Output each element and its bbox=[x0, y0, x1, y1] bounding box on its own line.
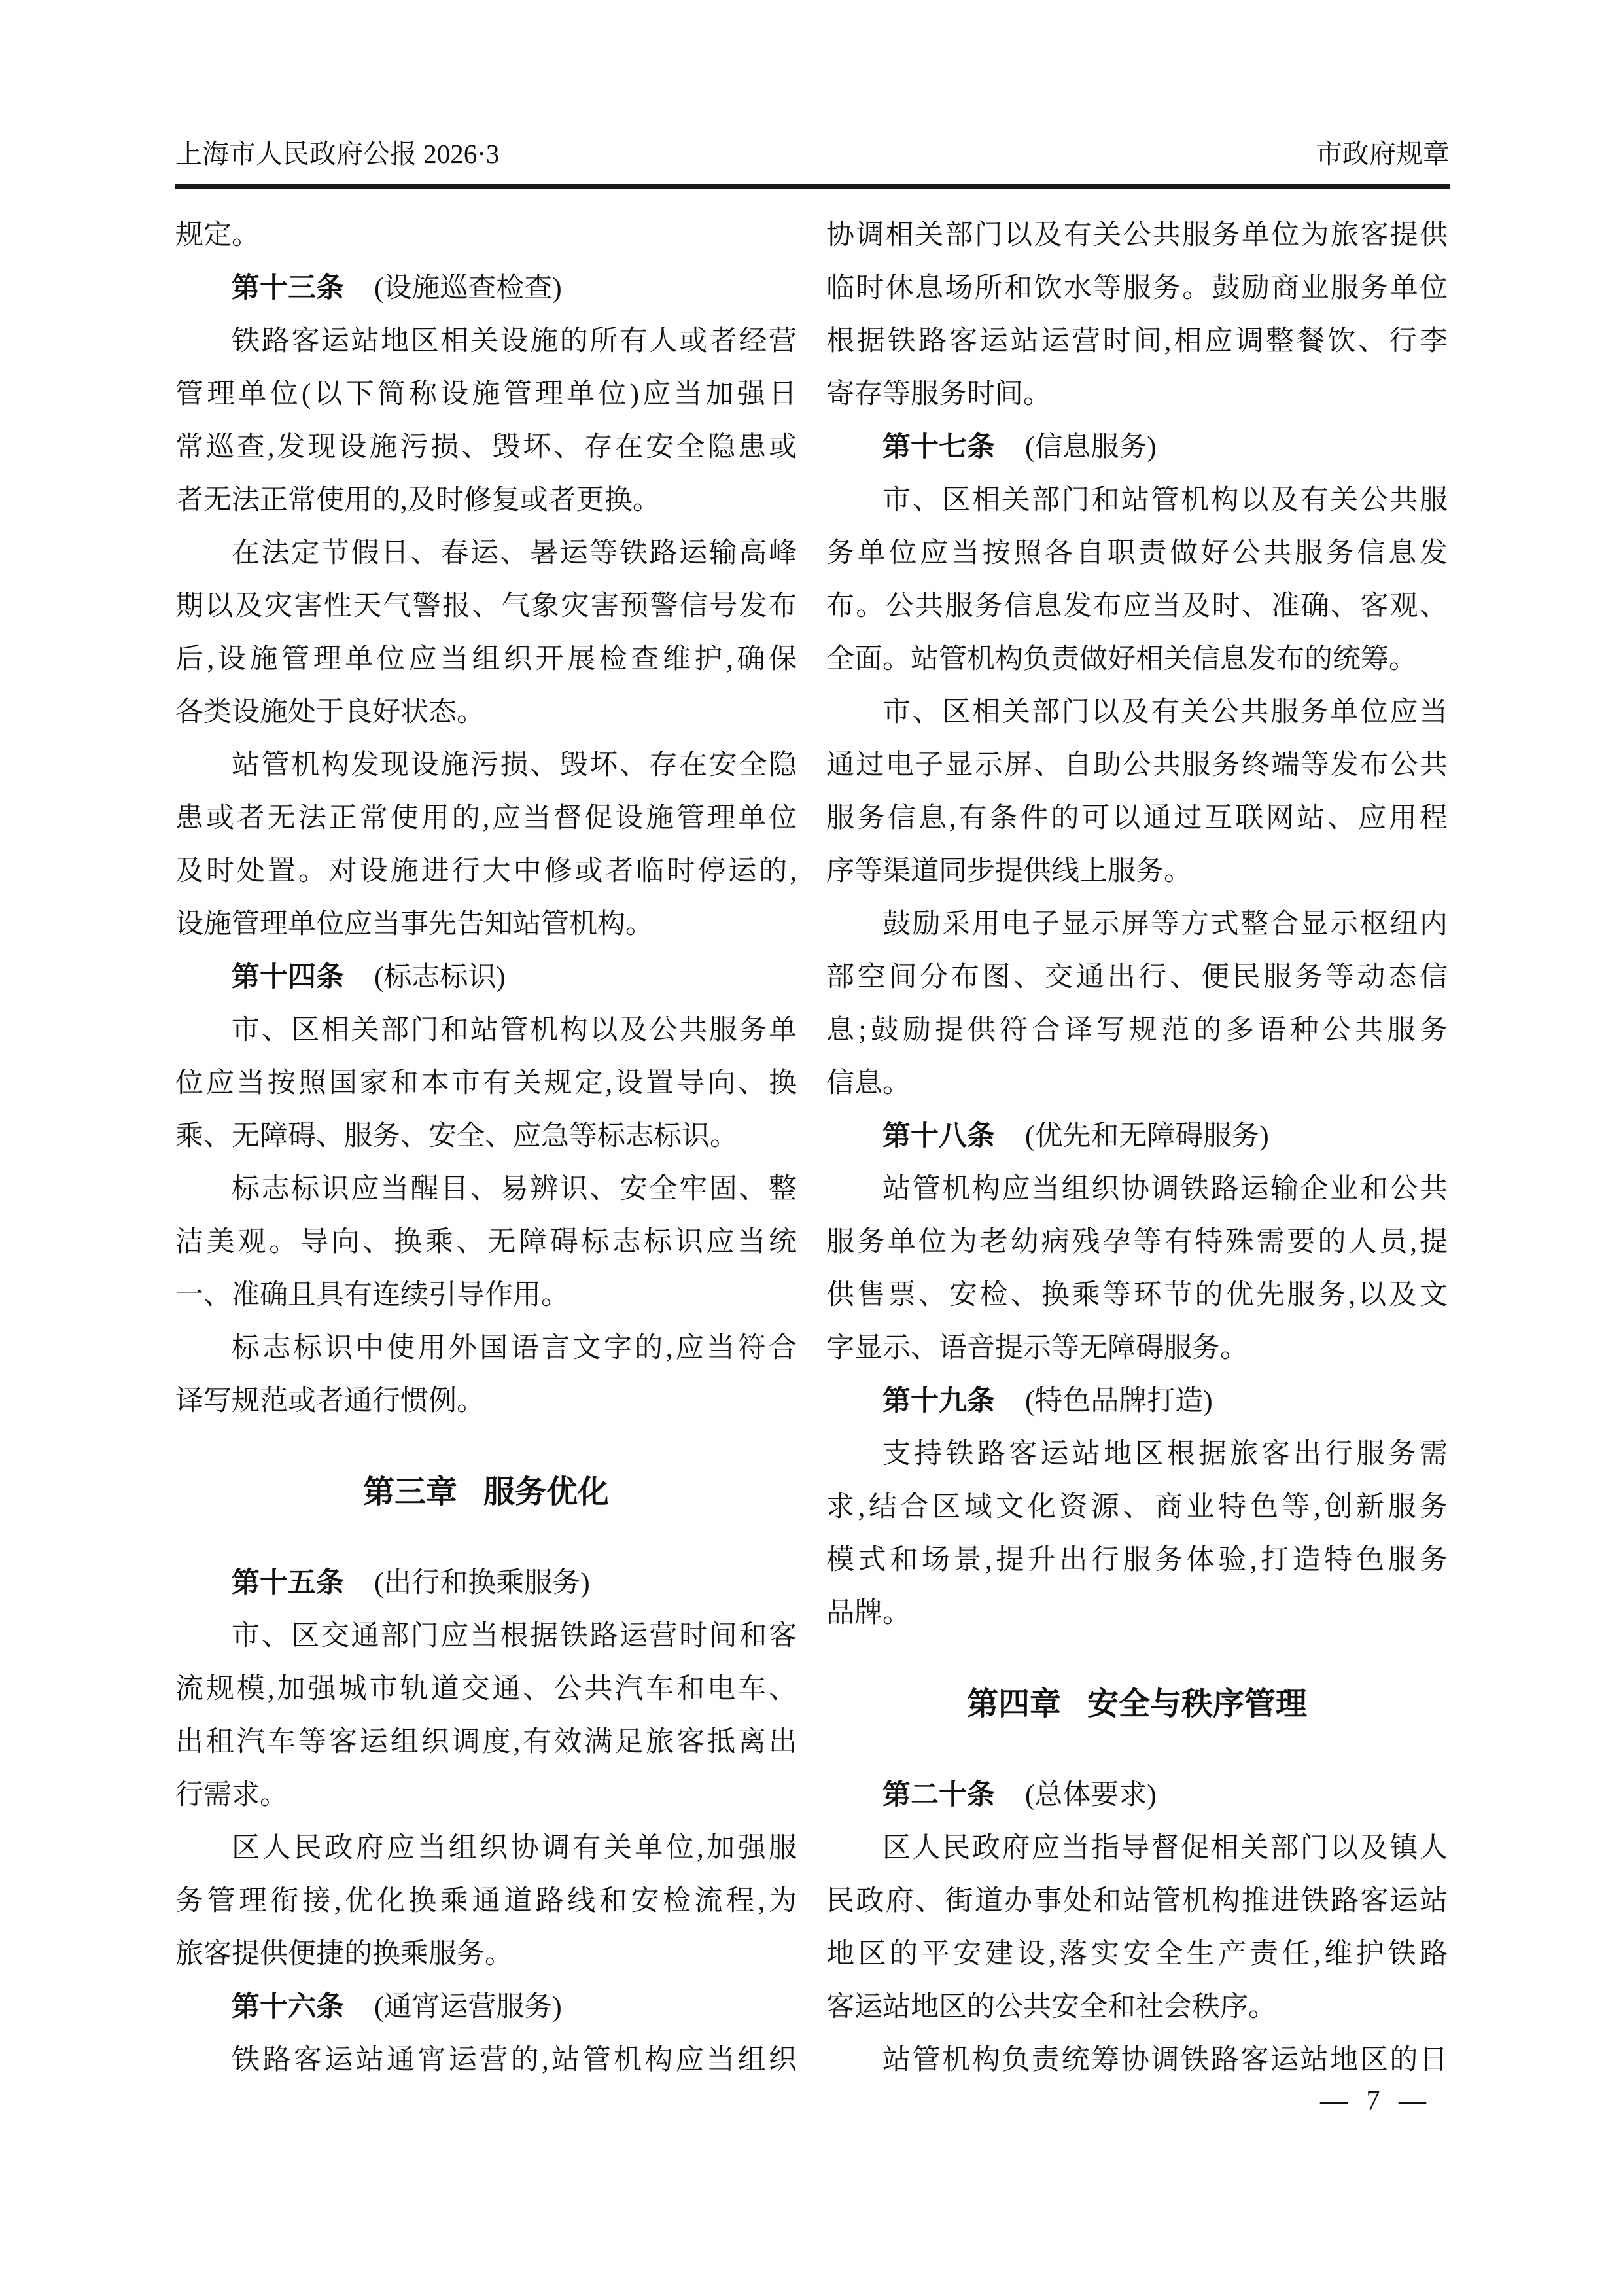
text-column-left bbox=[175, 209, 797, 2087]
body-line: 一、准确且具有连续引导作用。 bbox=[175, 1280, 569, 1311]
article-title: (特色品牌打造) bbox=[1025, 1386, 1213, 1417]
body-line: 站管机构应当组织协调铁路运输企业和公共 bbox=[882, 1174, 1448, 1205]
chapter-title: 安全与秩序管理 bbox=[1087, 1687, 1308, 1722]
article-title: (出行和换乘服务) bbox=[374, 1568, 590, 1598]
body-line: 区人民政府应当指导督促相关部门以及镇人 bbox=[882, 1833, 1448, 1863]
chapter-heading bbox=[175, 1466, 797, 1519]
body-line: 寄存等服务时间。 bbox=[826, 379, 1051, 410]
article-heading bbox=[175, 262, 797, 315]
body-line: 临时休息场所和饮水等服务。鼓励商业服务单位 bbox=[826, 273, 1448, 304]
chapter-title: 服务优化 bbox=[483, 1475, 610, 1510]
body-line: 务管理衔接,优化换乘通道路线和安检流程,为 bbox=[175, 1886, 797, 1916]
body-line: 通过电子显示屏、自助公共服务终端等发布公共 bbox=[826, 750, 1448, 781]
body-line: 信息。 bbox=[826, 1068, 911, 1099]
body-line: 全面。站管机构负责做好相关信息发布的统筹。 bbox=[826, 644, 1417, 675]
body-line: 民政府、街道办事处和站管机构推进铁路客运站 bbox=[826, 1886, 1448, 1916]
body-line: 品牌。 bbox=[826, 1598, 911, 1629]
chapter-number: 第三章 bbox=[362, 1475, 457, 1510]
header-rule bbox=[175, 184, 1450, 189]
body-line: 标志标识中使用外国语言文字的,应当符合 bbox=[232, 1333, 797, 1364]
body-line: 鼓励采用电子显示屏等方式整合显示枢纽内 bbox=[882, 909, 1448, 940]
article-number: 第十九条 bbox=[882, 1385, 995, 1417]
body-line: 位应当按照国家和本市有关规定,设置导向、换 bbox=[175, 1068, 797, 1099]
body-line: 行需求。 bbox=[175, 1780, 288, 1810]
article-number: 第十四条 bbox=[232, 961, 344, 993]
article-number: 第十三条 bbox=[232, 272, 344, 304]
body-line: 及时处置。对设施进行大中修或者临时停运的, bbox=[175, 856, 797, 887]
article-heading bbox=[175, 1557, 797, 1610]
header-section-label: 市政府规章 bbox=[1316, 139, 1450, 169]
article-heading bbox=[826, 1110, 1448, 1163]
body-line: 站管机构发现设施污损、毁坏、存在安全隐 bbox=[232, 750, 797, 781]
body-line: 规定。 bbox=[175, 220, 260, 251]
body-line: 模式和场景,提升出行服务体验,打造特色服务 bbox=[826, 1545, 1448, 1576]
body-line: 布。公共服务信息发布应当及时、准确、客观、 bbox=[826, 591, 1448, 622]
article-title: (通宵运营服务) bbox=[374, 1992, 562, 2022]
article-title: (总体要求) bbox=[1025, 1780, 1157, 1810]
body-line: 在法定节假日、春运、暑运等铁路运输高峰 bbox=[232, 538, 797, 569]
body-line: 供售票、安检、换乘等环节的优先服务,以及文 bbox=[826, 1280, 1448, 1311]
body-line: 服务信息,有条件的可以通过互联网站、应用程 bbox=[826, 803, 1448, 834]
article-number: 第十六条 bbox=[232, 1991, 344, 2022]
body-line: 市、区相关部门和站管机构以及公共服务单 bbox=[232, 1015, 797, 1046]
body-line: 乘、无障碍、服务、安全、应急等标志标识。 bbox=[175, 1121, 738, 1152]
body-line: 求,结合区域文化资源、商业特色等,创新服务 bbox=[826, 1492, 1448, 1523]
body-line: 铁路客运站通宵运营的,站管机构应当组织 bbox=[232, 2045, 797, 2075]
body-line: 根据铁路客运站运营时间,相应调整餐饮、行李 bbox=[826, 326, 1448, 357]
body-line: 站管机构负责统筹协调铁路客运站地区的日 bbox=[882, 2045, 1448, 2075]
body-line: 出租汽车等客运组织调度,有效满足旅客抵离出 bbox=[175, 1727, 797, 1757]
body-line: 序等渠道同步提供线上服务。 bbox=[826, 856, 1192, 887]
article-number: 第二十条 bbox=[882, 1779, 995, 1810]
body-line: 流规模,加强城市轨道交通、公共汽车和电车、 bbox=[175, 1674, 797, 1704]
body-line: 市、区交通部门应当根据铁路运营时间和客 bbox=[232, 1621, 797, 1651]
body-line: 患或者无法正常使用的,应当督促设施管理单位 bbox=[175, 803, 797, 834]
body-line: 旅客提供便捷的换乘服务。 bbox=[175, 1939, 513, 1969]
body-line: 设施管理单位应当事先告知站管机构。 bbox=[175, 909, 654, 940]
article-title: (设施巡查检查) bbox=[374, 273, 562, 304]
article-heading bbox=[175, 951, 797, 1004]
body-line: 市、区相关部门以及有关公共服务单位应当 bbox=[882, 697, 1448, 728]
body-line: 者无法正常使用的,及时修复或者更换。 bbox=[175, 485, 661, 516]
body-line: 译写规范或者通行惯例。 bbox=[175, 1386, 485, 1417]
body-line: 常巡查,发现设施污损、毁坏、存在安全隐患或 bbox=[175, 432, 797, 463]
chapter-heading bbox=[826, 1678, 1448, 1731]
body-line: 区人民政府应当组织协调有关单位,加强服 bbox=[232, 1833, 797, 1863]
article-title: (信息服务) bbox=[1025, 432, 1157, 463]
body-line: 地区的平安建设,落实安全生产责任,维护铁路 bbox=[826, 1939, 1448, 1969]
body-line: 协调相关部门以及有关公共服务单位为旅客提供 bbox=[826, 220, 1448, 251]
body-line: 期以及灾害性天气警报、气象灾害预警信号发布 bbox=[175, 591, 797, 622]
body-line: 字显示、语音提示等无障碍服务。 bbox=[826, 1333, 1248, 1364]
body-line: 服务单位为老幼病残孕等有特殊需要的人员,提 bbox=[826, 1227, 1448, 1258]
body-line: 客运站地区的公共安全和社会秩序。 bbox=[826, 1992, 1276, 2022]
chapter-number: 第四章 bbox=[966, 1687, 1061, 1722]
body-line: 标志标识应当醒目、易辨识、安全牢固、整 bbox=[232, 1174, 797, 1205]
body-line: 息;鼓励提供符合译写规范的多语种公共服务 bbox=[826, 1015, 1448, 1046]
header-journal-title: 上海市人民政府公报 2026·3 bbox=[175, 139, 500, 169]
page-number: — 7 — bbox=[1320, 2086, 1426, 2116]
body-line: 市、区相关部门和站管机构以及有关公共服 bbox=[882, 485, 1448, 516]
body-line: 部空间分布图、交通出行、便民服务等动态信 bbox=[826, 962, 1448, 993]
body-line: 管理单位(以下简称设施管理单位)应当加强日 bbox=[175, 379, 797, 410]
body-line: 各类设施处于良好状态。 bbox=[175, 697, 485, 728]
article-title: (优先和无障碍服务) bbox=[1025, 1121, 1269, 1152]
article-number: 第十七条 bbox=[882, 431, 995, 463]
body-line: 洁美观。导向、换乘、无障碍标志标识应当统 bbox=[175, 1227, 797, 1258]
article-heading bbox=[175, 1981, 797, 2034]
text-column-right bbox=[826, 209, 1448, 2087]
article-number: 第十五条 bbox=[232, 1567, 344, 1598]
article-heading bbox=[826, 421, 1448, 474]
article-title: (标志标识) bbox=[374, 962, 506, 993]
body-line: 后,设施管理单位应当组织开展检查维护,确保 bbox=[175, 644, 797, 675]
body-line: 铁路客运站地区相关设施的所有人或者经营 bbox=[232, 326, 797, 357]
body-line: 支持铁路客运站地区根据旅客出行服务需 bbox=[882, 1439, 1448, 1470]
article-heading bbox=[826, 1375, 1448, 1428]
article-heading bbox=[826, 1769, 1448, 1822]
article-number: 第十八条 bbox=[882, 1120, 995, 1152]
body-line: 务单位应当按照各自职责做好公共服务信息发 bbox=[826, 538, 1448, 569]
